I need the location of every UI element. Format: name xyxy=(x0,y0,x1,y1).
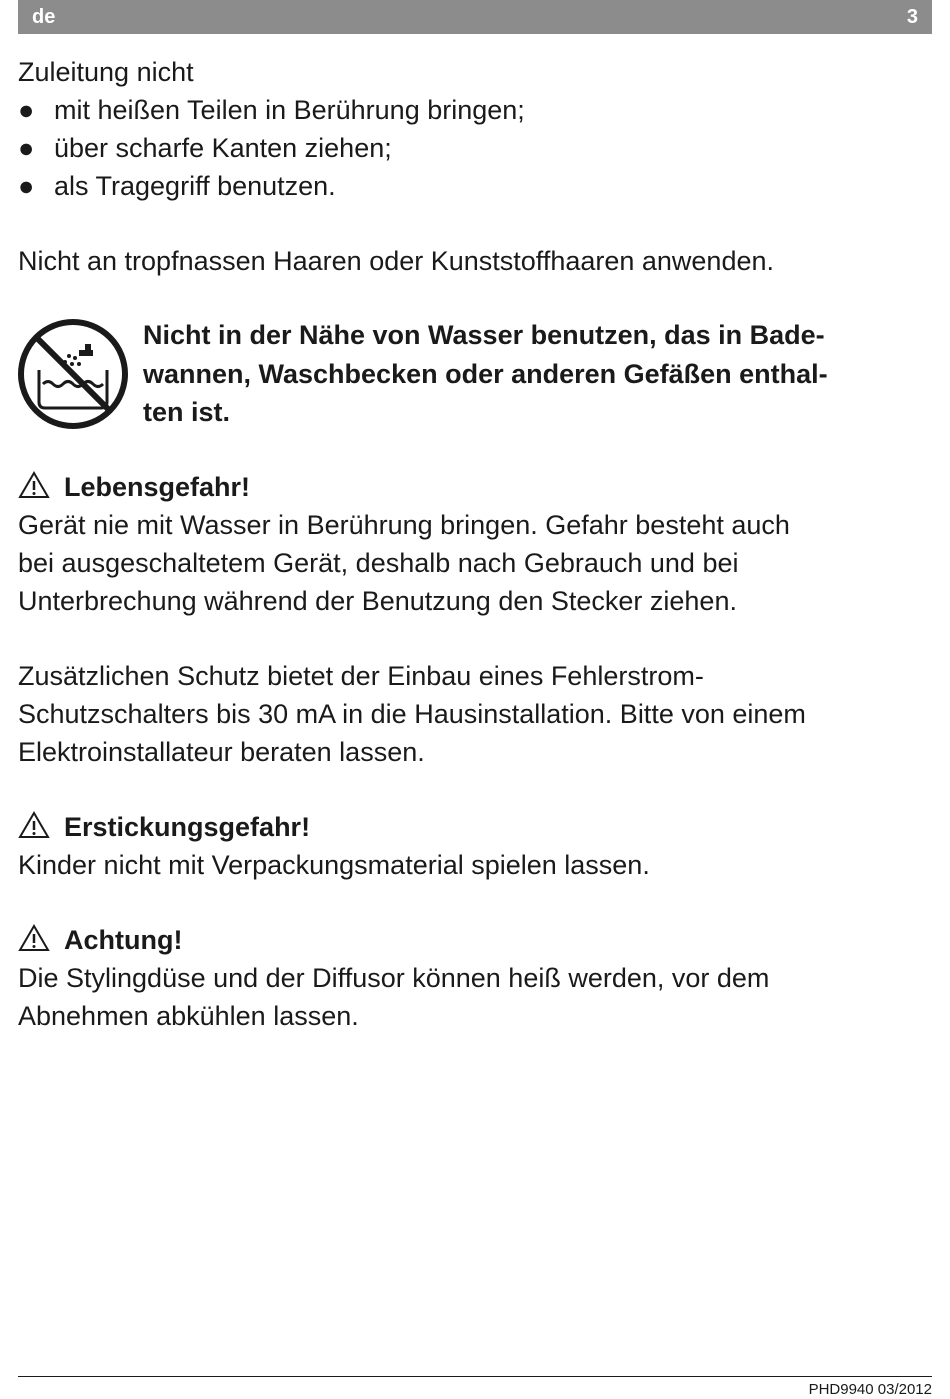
footer-model-date: PHD9940 03/2012 xyxy=(808,1381,932,1398)
water-warning-line: ten ist. xyxy=(143,397,231,427)
attention-line: Die Stylingdüse und der Diffusor können heiß werden, vor dem xyxy=(18,963,770,993)
hair-paragraph: Nicht an tropfnassen Haaren oder Kunststoffhaaren anwenden. xyxy=(18,246,774,276)
warning-triangle-icon xyxy=(18,924,50,952)
life-danger-line: bei ausgeschaltetem Gerät, deshalb nach Gebrauch und bei xyxy=(18,548,739,578)
page-number: 3 xyxy=(906,6,918,28)
protection-line: Zusätzlichen Schutz bietet der Einbau eines Fehlerstrom- xyxy=(18,661,704,691)
protection-line: Elektroinstallateur beraten lassen. xyxy=(18,737,425,767)
list-item: ● über scharfe Kanten ziehen; xyxy=(18,129,392,167)
list-item: ● mit heißen Teilen in Berührung bringen; xyxy=(18,91,525,129)
no-water-bath-icon xyxy=(17,318,129,430)
suffocation-title: Erstickungsgefahr! xyxy=(64,812,311,842)
attention-title: Achtung! xyxy=(64,925,183,955)
suffocation-heading xyxy=(18,808,310,846)
attention-line: Abnehmen abkühlen lassen. xyxy=(18,1001,359,1031)
header-bar xyxy=(18,0,932,34)
language-code: de xyxy=(32,6,56,28)
footer-divider xyxy=(18,1376,932,1377)
life-danger-title: Lebensgefahr! xyxy=(64,472,251,502)
warning-triangle-icon xyxy=(18,471,50,499)
water-warning-line: Nicht in der Nähe von Wasser benutzen, das in Bade- xyxy=(143,320,825,350)
warning-triangle-icon xyxy=(18,811,50,839)
bullet-symbol: ● xyxy=(18,95,35,125)
attention-heading xyxy=(18,921,182,959)
bullet-symbol: ● xyxy=(18,171,35,201)
intro-text: Zuleitung nicht xyxy=(18,57,194,87)
bullet-symbol: ● xyxy=(18,133,35,163)
water-warning-line: wannen, Waschbecken oder anderen Gefäßen enthal- xyxy=(143,359,828,389)
suffocation-line: Kinder nicht mit Verpackungsmaterial spielen lassen. xyxy=(18,850,650,880)
life-danger-line: Gerät nie mit Wasser in Berührung bringen. Gefahr besteht auch xyxy=(18,510,790,540)
list-item: ● als Tragegriff benutzen. xyxy=(18,167,336,205)
protection-line: Schutzschalters bis 30 mA in die Hausinstallation. Bitte von einem xyxy=(18,699,806,729)
life-danger-heading xyxy=(18,468,250,506)
life-danger-line: Unterbrechung während der Benutzung den Stecker ziehen. xyxy=(18,586,737,616)
